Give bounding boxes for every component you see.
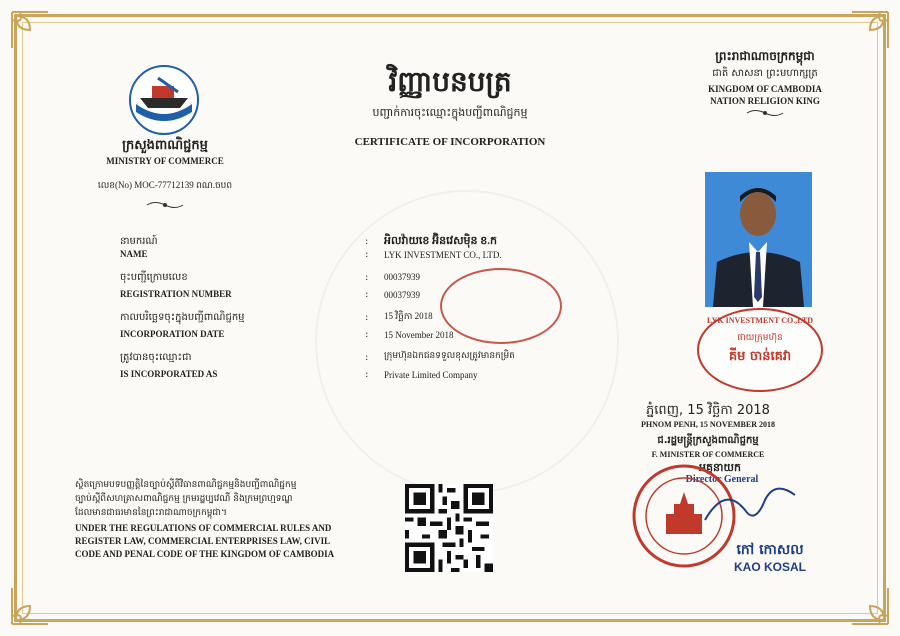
role-km: អគ្គនាយក	[699, 461, 741, 474]
holder-photo	[705, 172, 812, 307]
incorporation-date-label-km: កាលបរិច្ឆេទចុះក្នុងបញ្ជីពាណិជ្ជកម្ម	[120, 312, 245, 323]
incorporated-as-label-en: IS INCORPORATED AS	[120, 369, 218, 379]
certificate-title-km: វិញ្ញាបនបត្រ	[388, 65, 512, 98]
ministry-name-km: ក្រសួងពាណិជ្ជកម្ម	[122, 138, 208, 153]
corner-ornament-icon	[10, 586, 50, 626]
ornament-icon	[145, 200, 185, 210]
registration-label-en: REGISTRATION NUMBER	[120, 289, 232, 299]
regulations-en: UNDER THE REGULATIONS OF COMMERCIAL RULES AND REGISTER LAW, COMMERCIAL ENTERPRISES LAW, CIVIL CODE AND PENAL CODE OF THE KINGDOM OF CAMBODIA	[75, 523, 335, 559]
motto-km: ជាតិ សាសនា ព្រះមហាក្សត្រ	[712, 68, 818, 79]
company-name-en: LYK INVESTMENT CO., LTD.	[384, 250, 502, 260]
regulations-km: ស្ថិតក្រោមបទបញ្ញត្តិនៃច្បាប់ស្តីពីវិធានពាណិជ្ជកម្មនិងបញ្ជីពាណិជ្ជកម្ម ច្បាប់ស្តីពីសហគ្រាសពាណិជ្ជកម្ម ក្រមរដ្ឋប្បវេណី និងក្រមព្រហ្មទណ្ឌ ដែលមានជាធរមាននៃព្រះរាជាណាចក្រកម្ពុជា។	[75, 480, 297, 518]
certificate-title-en: CERTIFICATE OF INCORPORATION	[354, 136, 546, 148]
corner-ornament-icon	[10, 10, 50, 50]
corner-ornament-icon	[850, 586, 890, 626]
registration-label-km: ចុះបញ្ជីក្រោមលេខ	[120, 272, 188, 283]
qr-code-icon	[405, 484, 493, 572]
incorporation-date-en: 15 November 2018	[384, 330, 454, 340]
issue-date-en: PHNOM PENH, 15 NOVEMBER 2018	[641, 420, 775, 429]
stamp-owner-name: គីម ចាន់គេវា	[728, 349, 792, 364]
motto-en: NATION RELIGION KING	[710, 96, 820, 106]
issue-date-km: ភ្នំពេញ, 15 វិច្ឆិកា 2018	[646, 403, 770, 418]
ornament-icon	[745, 108, 785, 118]
ministry-logo-icon	[128, 64, 200, 136]
certificate-subtitle-km: បញ្ជាក់ការចុះឈ្មោះក្នុងបញ្ជីពាណិជ្ជកម្ម	[372, 106, 528, 119]
kingdom-name-en: KINGDOM OF CAMBODIA	[708, 84, 822, 94]
certificate-page: ក្រសួងពាណិជ្ជកម្ម MINISTRY OF COMMERCE លេខ(No) MOC-77712139 ពណ.ចបព វិញ្ញាបនបត្រ បញ្ជាក់ការចុះឈ្មោះក្នុងបញ្ជីពាណិជ្ជកម្ម CERTIFICATE OF INCORPORATION ព្រះរាជាណាចក្រកម្ពុជា ជាតិ សាសនា ព្រះមហាក្សត្រ KINGDOM OF CAMBODIA NATION RELIGION KING នាមករណ៍ NAME : : អិលវ៉ាយខេ អ៊ិនវេសម៉ិន ខ.ក LYK INVESTMENT CO., LTD. ចុះបញ្ជីក្រោមលេខ REGISTRATION NUMBER : : 00037939 00037939 កាលបរិច្ឆេទចុះក្នុងបញ្ជីពាណិជ្ជកម្ម INCORPORATION DATE : : 15 វិច្ឆិកា 2018 15 November 2018 ត្រូវបានចុះឈ្មោះជា IS INCORPORATED AS : : ក្រុមហ៊ុនឯកជនទទួលខុសត្រូវមានកម្រិត Private Limited Company LYK INVESTMENT CO.,LTD ផាយក្រុមហ៊ុន គីម ចាន់គេវា ភ្នំពេញ, 15 វិច្ឆិកា 2018 PHNOM PENH, 15 NOVEMBER 2018 ជ.រដ្ឋមន្ត្រីក្រសួងពាណិជ្ជកម្ម F. MINISTER OF COMMERCE អគ្គនាយក Director General កៅ កោសល KAO KOSAL ស្ថិតក្រោមបទបញ្ញត្តិនៃច្បាប់ស្តីពីវិធានពាណិជ្ជកម្មនិងបញ្ជីពាណិជ្ជកម្ម ច្បាប់ស្តីពីសហគ្រាសពាណិជ្ជកម្ម ក្រមរដ្ឋប្បវេណី និងក្រមព្រហ្មទណ្ឌ ដែលមានជាធរមាននៃព្រះរាជាណាចក្រកម្ពុជា។ UNDER THE REGULATIONS OF COMMERCIAL RULES AND REGISTER LAW, COMMERCIAL ENTERPRISES LAW, CIVIL CODE AND PENAL CODE OF THE KINGDOM OF CAMBODIA	[0, 0, 900, 636]
kingdom-name-km: ព្រះរាជាណាចក្រកម្ពុជា	[715, 49, 815, 63]
company-type-km: ក្រុមហ៊ុនឯកជនទទួលខុសត្រូវមានកម្រិត	[384, 350, 515, 360]
company-stamp-center	[440, 268, 562, 344]
company-stamp	[697, 308, 823, 392]
for-minister-en: F. MINISTER OF COMMERCE	[651, 450, 765, 459]
ministry-name-en: MINISTRY OF COMMERCE	[106, 156, 224, 166]
signatory-name-en: KAO KOSAL	[734, 560, 806, 574]
stamp-middle-text: ផាយក្រុមហ៊ុន	[737, 333, 783, 343]
registration-number-km: 00037939	[384, 272, 420, 282]
incorporated-as-label-km: ត្រូវបានចុះឈ្មោះជា	[120, 352, 192, 363]
company-type-en: Private Limited Company	[384, 370, 478, 380]
company-name-km: អិលវ៉ាយខេ អ៊ិនវេសម៉ិន ខ.ក	[384, 235, 497, 247]
incorporation-date-km: 15 វិច្ឆិកា 2018	[384, 311, 433, 321]
role-en: Director General	[685, 474, 759, 485]
stamp-company-name: LYK INVESTMENT CO.,LTD	[707, 316, 813, 325]
document-number: លេខ(No) MOC-77712139 ពណ.ចបព	[97, 180, 233, 190]
name-label-km: នាមករណ៍	[120, 236, 158, 247]
registration-number-en: 00037939	[384, 290, 420, 300]
signatory-name-km: កៅ កោសល	[736, 542, 804, 558]
name-label-en: NAME	[120, 249, 148, 259]
corner-ornament-icon	[850, 10, 890, 50]
incorporation-date-label-en: INCORPORATION DATE	[120, 329, 225, 339]
for-minister-km: ជ.រដ្ឋមន្ត្រីក្រសួងពាណិជ្ជកម្ម	[657, 435, 759, 446]
signature-icon	[695, 480, 805, 540]
